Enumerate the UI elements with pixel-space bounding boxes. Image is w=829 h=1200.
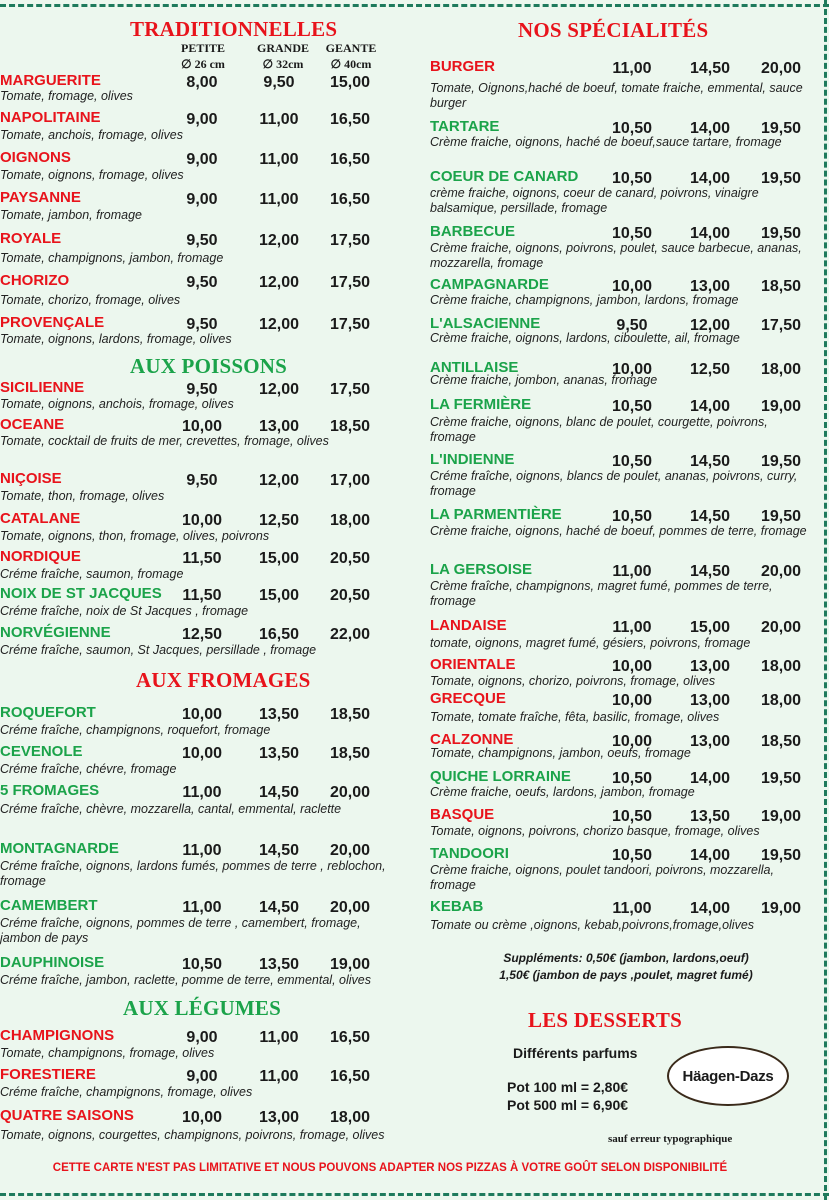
menu-item-name: CEVENOLE: [0, 743, 83, 760]
menu-item-price: 15,00: [689, 619, 731, 636]
menu-item-description: Tomate, jambon, fromage: [0, 208, 142, 222]
menu-item-price: 13,50: [258, 745, 300, 762]
menu-item-description: Créme fraîche, saumon, fromage: [0, 567, 184, 581]
menu-item-name: QUATRE SAISONS: [0, 1107, 134, 1124]
menu-item-description: Crème fraiche, oignons, poulet tandoori, poivrons, mozzarella, fromage: [430, 863, 774, 892]
menu-item-price: 13,00: [689, 278, 731, 295]
size-header-grande: [248, 40, 318, 72]
menu-item-price: 11,50: [182, 550, 222, 567]
menu-item-price: 14,00: [689, 225, 731, 242]
menu-item-name: ROQUEFORT: [0, 704, 96, 721]
menu-item-name: CHAMPIGNONS: [0, 1027, 115, 1044]
size-diameter: ∅ 26 cm: [181, 57, 225, 71]
menu-item-price: 12,00: [258, 316, 300, 333]
menu-item-price: 9,50: [616, 317, 648, 334]
menu-item-description: Tomate, oignons, lardons, fromage, olives: [0, 332, 232, 346]
menu-item-price: 12,00: [258, 381, 300, 398]
menu-item-name: COEUR DE CANARD: [430, 168, 579, 185]
size-diameter: ∅ 40cm: [330, 57, 372, 71]
menu-item-price: 14,00: [689, 120, 731, 137]
menu-item-price: 10,00: [611, 692, 653, 709]
menu-item-price: 18,00: [329, 1109, 371, 1126]
size-name: GEANTE: [325, 41, 377, 55]
menu-item-name: TANDOORI: [430, 845, 509, 862]
menu-item-price: 17,50: [760, 317, 802, 334]
section-title-fromages: AUX FROMAGES: [136, 668, 311, 692]
menu-item-description: Crème fraiche, oignons, lardons, ciboulette, ail, fromage: [430, 331, 740, 345]
menu-item-description: Tomate ou crème ,oignons, kebab,poivrons,fromage,olives: [430, 918, 755, 932]
menu-item-description: Tomate, oignons, thon, fromage, olives, poivrons: [0, 529, 270, 543]
menu-item-price: 14,00: [689, 770, 731, 787]
menu-item-price: 16,50: [329, 151, 371, 168]
menu-item-price: 14,50: [689, 508, 731, 525]
menu-item-name: NORDIQUE: [0, 548, 81, 565]
menu-item-price: 11,00: [612, 563, 652, 580]
menu-item-price: 15,00: [329, 74, 371, 91]
menu-item-description: Tomate, oignons, poivrons, chorizo basque, fromage, olives: [430, 824, 760, 838]
menu-item-name: ANTILLAISE: [430, 359, 519, 376]
menu-item-price: 10,50: [611, 120, 653, 137]
menu-item-price: 19,00: [329, 956, 371, 973]
menu-item-name: PAYSANNE: [0, 189, 81, 206]
size-header-geante: [316, 40, 386, 72]
menu-item-name: LA GERSOISE: [430, 561, 532, 578]
menu-item-price: 16,50: [258, 626, 300, 643]
menu-item-price: 20,50: [329, 587, 371, 604]
menu-item-price: 17,50: [329, 274, 371, 291]
menu-item-price: 18,50: [760, 733, 802, 750]
menu-item-price: 18,00: [760, 361, 802, 378]
menu-item-name: ROYALE: [0, 230, 62, 247]
menu-item-price: 13,00: [689, 733, 731, 750]
menu-item-price: 8,00: [186, 74, 218, 91]
menu-item-price: 11,00: [259, 151, 299, 168]
menu-item-description: Créme fraîche, noix de St Jacques , fromage: [0, 604, 249, 618]
menu-item-name: GRECQUE: [430, 690, 506, 707]
menu-item-price: 10,50: [611, 170, 653, 187]
menu-item-description: Créme fraîche, oignons, pommes de terre , camembert, fromage, jambon de pays: [0, 916, 361, 945]
menu-item-price: 11,00: [259, 1029, 299, 1046]
menu-item-price: 13,00: [689, 658, 731, 675]
section-title-traditionnelles: TRADITIONNELLES: [130, 17, 338, 41]
menu-item-price: 14,50: [258, 784, 300, 801]
menu-item-name: TARTARE: [430, 118, 500, 135]
menu-item-price: 10,50: [181, 956, 223, 973]
menu-item-price: 19,50: [760, 770, 802, 787]
menu-item-price: 16,50: [329, 191, 371, 208]
menu-item-price: 18,00: [329, 512, 371, 529]
menu-item-price: 9,50: [186, 472, 218, 489]
menu-item-price: 11,00: [182, 842, 222, 859]
menu-item-description: Tomate, oignons, chorizo, poivrons, fromage, olives: [430, 674, 716, 688]
menu-item-price: 13,50: [258, 956, 300, 973]
menu-item-description: Tomate, anchois, fromage, olives: [0, 128, 183, 142]
menu-item-price: 11,00: [612, 619, 652, 636]
menu-item-price: 13,50: [258, 706, 300, 723]
menu-item-price: 18,50: [760, 278, 802, 295]
menu-item-price: 9,00: [186, 191, 218, 208]
menu-item-description: Tomate, champignons, fromage, olives: [0, 1046, 215, 1060]
menu-item-price: 19,50: [760, 120, 802, 137]
menu-item-description: Créme fraîche, oignons, blancs de poulet, ananas, poivrons, curry, fromage: [430, 469, 798, 498]
menu-item-price: 11,00: [259, 111, 299, 128]
menu-item-price: 10,50: [611, 398, 653, 415]
menu-item-price: 18,50: [329, 418, 371, 435]
menu-item-price: 12,00: [258, 232, 300, 249]
menu-item-price: 20,50: [329, 550, 371, 567]
dessert-flavors: Différents parfums: [513, 1045, 638, 1061]
menu-item-price: 18,50: [329, 745, 371, 762]
menu-item-price: 17,50: [329, 316, 371, 333]
menu-item-name: CHORIZO: [0, 272, 70, 289]
menu-item-price: 19,50: [760, 508, 802, 525]
menu-item-price: 14,00: [689, 398, 731, 415]
menu-item-price: 10,00: [611, 278, 653, 295]
menu-item-price: 12,50: [258, 512, 300, 529]
menu-item-price: 12,00: [258, 274, 300, 291]
menu-item-name: LA PARMENTIÈRE: [430, 506, 562, 523]
menu-item-description: Tomate, Oignons,haché de boeuf, tomate fraiche, emmental, sauce burger: [430, 81, 803, 110]
right-dashed-border: [824, 0, 827, 1200]
menu-item-price: 22,00: [329, 626, 371, 643]
supplements-line-1: Suppléments: 0,50€ (jambon, lardons,oeuf): [503, 951, 749, 965]
menu-item-price: 9,50: [186, 274, 218, 291]
menu-item-price: 12,50: [181, 626, 223, 643]
menu-item-description: Créme fraîche, champignons, roquefort, fromage: [0, 723, 271, 737]
menu-item-price: 9,50: [186, 381, 218, 398]
menu-item-description: Créme fraîche, champignons, fromage, olives: [0, 1085, 253, 1099]
menu-item-price: 20,00: [329, 899, 371, 916]
menu-item-name: NOIX DE ST JACQUES: [0, 585, 162, 602]
menu-item-description: Créme fraîche, chèvre, mozzarella, cantal, emmental, raclette: [0, 802, 342, 816]
size-name: PETITE: [180, 41, 225, 55]
menu-item-name: BURGER: [430, 58, 496, 75]
menu-item-price: 14,00: [689, 170, 731, 187]
menu-item-description: Créme fraîche, oignons, lardons fumés, pommes de terre , reblochon, fromage: [0, 859, 386, 888]
menu-item-description: Crème fraiche, champignons, jambon, lardons, fromage: [430, 293, 739, 307]
menu-item-price: 17,50: [329, 381, 371, 398]
menu-item-name: ORIENTALE: [430, 656, 516, 673]
menu-item-price: 14,00: [689, 847, 731, 864]
menu-item-price: 14,50: [689, 453, 731, 470]
menu-item-price: 10,50: [611, 847, 653, 864]
menu-item-name: SICILIENNE: [0, 379, 85, 396]
menu-item-price: 14,50: [689, 60, 731, 77]
menu-item-price: 10,50: [611, 225, 653, 242]
menu-item-price: 16,50: [329, 1068, 371, 1085]
menu-item-price: 17,00: [329, 472, 371, 489]
menu-item-description: Crème fraiche, oeufs, lardons, jambon, fromage: [430, 785, 695, 799]
menu-item-description: tomate, oignons, magret fumé, gésiers, poivrons, fromage: [430, 636, 751, 650]
menu-item-name: OIGNONS: [0, 149, 71, 166]
menu-item-price: 9,00: [186, 111, 218, 128]
menu-item-price: 14,50: [258, 899, 300, 916]
menu-item-price: 11,50: [182, 587, 222, 604]
menu-item-name: PROVENÇALE: [0, 314, 105, 331]
menu-item-price: 19,00: [760, 808, 802, 825]
menu-item-description: Crème fraîche, champignons, magret fumé, pommes de terre, fromage: [430, 579, 773, 608]
section-title-legumes: AUX LÉGUMES: [123, 996, 281, 1020]
menu-item-price: 11,00: [259, 1068, 299, 1085]
menu-item-description: Crème fraiche, oignons, poivrons, poulet, sauce barbecue, ananas, mozzarella, fromage: [430, 241, 802, 270]
menu-item-name: QUICHE LORRAINE: [430, 768, 571, 785]
size-header-petite: [168, 40, 238, 72]
menu-item-price: 10,50: [611, 808, 653, 825]
menu-item-price: 20,00: [329, 842, 371, 859]
menu-item-name: NAPOLITAINE: [0, 109, 101, 126]
menu-item-name: OCEANE: [0, 416, 65, 433]
menu-item-price: 10,50: [611, 508, 653, 525]
size-diameter: ∅ 32cm: [262, 57, 304, 71]
menu-item-price: 11,00: [259, 191, 299, 208]
menu-item-price: 12,00: [689, 317, 731, 334]
menu-item-name: BASQUE: [430, 806, 495, 823]
menu-item-description: Tomate, tomate fraîche, fêta, basilic, fromage, olives: [430, 710, 720, 724]
menu-item-price: 17,50: [329, 232, 371, 249]
menu-item-price: 10,00: [181, 418, 223, 435]
menu-item-name: KEBAB: [430, 898, 484, 915]
menu-item-price: 9,00: [186, 151, 218, 168]
menu-item-price: 13,00: [258, 418, 300, 435]
footer-notice: CETTE CARTE N'EST PAS LIMITATIVE ET NOUS POUVONS ADAPTER NOS PIZZAS À VOTRE GOÛT SELON DISPONIBILITÉ: [52, 1162, 728, 1174]
menu-item-description: crème fraiche, oignons, coeur de canard, poivrons, vinaigre balsamique, persillade, fromage: [430, 186, 759, 215]
menu-item-price: 9,50: [186, 232, 218, 249]
section-title-poissons: AUX POISSONS: [130, 354, 288, 378]
supplements-line-2: 1,50€ (jambon de pays ,poulet, magret fumé): [499, 968, 753, 982]
menu-item-description: Tomate, fromage, olives: [0, 89, 133, 103]
menu-item-price: 10,00: [181, 745, 223, 762]
menu-item-price: 16,50: [329, 1029, 371, 1046]
menu-item-name: MONTAGNARDE: [0, 840, 119, 857]
menu-item-price: 9,50: [186, 316, 218, 333]
dessert-pot-500: Pot 500 ml = 6,90€: [507, 1097, 629, 1113]
menu-item-price: 10,50: [611, 770, 653, 787]
section-title-desserts: LES DESSERTS: [528, 1008, 682, 1032]
menu-item-name: NORVÉGIENNE: [0, 624, 111, 641]
logo-wordmark: Häagen-Dazs: [682, 1067, 774, 1085]
menu-item-description: Tomate, champignons, jambon, fromage: [0, 251, 224, 265]
menu-item-price: 20,00: [329, 784, 371, 801]
menu-item-description: Crème fraiche, oignons, blanc de poulet, courgette, poivrons, fromage: [430, 415, 768, 444]
menu-item-price: 19,50: [760, 847, 802, 864]
menu-item-description: Tomate, oignons, fromage, olives: [0, 168, 184, 182]
menu-item-description: Créme fraîche, chévre, fromage: [0, 762, 177, 776]
menu-item-price: 18,50: [329, 706, 371, 723]
menu-item-description: Créme fraîche, jambon, raclette, pomme de terre, emmental, olives: [0, 973, 371, 987]
menu-item-description: Crème fraiche, jombon, ananas, fromage: [430, 373, 658, 387]
menu-item-price: 18,00: [760, 692, 802, 709]
menu-item-name: BARBECUE: [430, 223, 516, 240]
menu-item-name: DAUPHINOISE: [0, 954, 105, 971]
menu-item-price: 19,50: [760, 453, 802, 470]
menu-item-description: Tomate, oignons, courgettes, champignons, poivrons, fromage, olives: [0, 1128, 385, 1142]
menu-item-name: LANDAISE: [430, 617, 507, 634]
disclaimer-text: sauf erreur typographique: [608, 1133, 733, 1145]
menu-item-description: Tomate, oignons, anchois, fromage, olives: [0, 397, 234, 411]
menu-item-price: 20,00: [760, 60, 802, 77]
menu-item-price: 11,00: [182, 899, 222, 916]
section-title-specialites: NOS SPÉCIALITÉS: [518, 18, 709, 42]
top-dashed-border: [0, 4, 829, 7]
menu-item-price: 11,00: [612, 60, 652, 77]
menu-item-price: 19,00: [760, 398, 802, 415]
menu-item-name: MARGUERITE: [0, 72, 101, 89]
menu-item-name: CAMPAGNARDE: [430, 276, 549, 293]
menu-item-price: 15,00: [258, 550, 300, 567]
menu-item-price: 19,50: [760, 225, 802, 242]
menu-item-name: 5 FROMAGES: [0, 782, 100, 799]
menu-item-price: 10,00: [181, 706, 223, 723]
menu-item-description: Crème fraiche, oignons, haché de boeuf,sauce tartare, fromage: [430, 135, 782, 149]
menu-item-price: 10,00: [611, 733, 653, 750]
menu-item-name: L'INDIENNE: [430, 451, 515, 468]
menu-item-price: 13,00: [258, 1109, 300, 1126]
menu-item-description: Crème fraiche, oignons, haché de boeuf, pommes de terre, fromage: [430, 524, 807, 538]
menu-item-name: L'ALSACIENNE: [430, 315, 541, 332]
menu-item-price: 20,00: [760, 619, 802, 636]
menu-item-description: Créme fraîche, saumon, St Jacques, persillade , fromage: [0, 643, 317, 657]
menu-item-price: 14,50: [258, 842, 300, 859]
menu-item-price: 19,50: [760, 170, 802, 187]
menu-item-price: 9,00: [186, 1068, 218, 1085]
menu-item-price: 13,00: [689, 692, 731, 709]
menu-item-price: 12,50: [689, 361, 731, 378]
menu-item-price: 9,00: [186, 1029, 218, 1046]
menu-item-description: Tomate, chorizo, fromage, olives: [0, 293, 181, 307]
menu-item-name: CALZONNE: [430, 731, 514, 748]
menu-item-description: Tomate, cocktail de fruits de mer, crevettes, fromage, olives: [0, 434, 329, 448]
menu-item-price: 10,00: [181, 1109, 223, 1126]
menu-item-price: 10,00: [611, 658, 653, 675]
menu-item-name: CATALANE: [0, 510, 81, 527]
menu-item-price: 18,00: [760, 658, 802, 675]
menu-item-price: 14,50: [689, 563, 731, 580]
menu-item-description: Tomate, thon, fromage, olives: [0, 489, 165, 503]
menu-item-price: 12,00: [258, 472, 300, 489]
menu-item-name: CAMEMBERT: [0, 897, 98, 914]
size-name: GRANDE: [256, 41, 309, 55]
menu-item-price: 14,00: [689, 900, 731, 917]
menu-item-price: 11,00: [612, 900, 652, 917]
menu-item-price: 13,50: [689, 808, 731, 825]
menu-item-price: 10,50: [611, 453, 653, 470]
menu-item-price: 15,00: [258, 587, 300, 604]
menu-item-price: 16,50: [329, 111, 371, 128]
menu-item-price: 19,00: [760, 900, 802, 917]
menu-item-price: 10,00: [611, 361, 653, 378]
menu-item-price: 10,00: [181, 512, 223, 529]
bottom-dashed-border: [0, 1193, 829, 1196]
haagen-dazs-logo: [667, 1046, 789, 1106]
menu-item-name: NIÇOISE: [0, 470, 62, 487]
menu-item-name: FORESTIERE: [0, 1066, 96, 1083]
menu-item-name: LA FERMIÈRE: [430, 396, 532, 413]
menu-item-price: 20,00: [760, 563, 802, 580]
menu-item-price: 11,00: [182, 784, 222, 801]
menu-item-description: Tomate, champignons, jambon, oeufs, fromage: [430, 746, 691, 760]
dessert-pot-100: Pot 100 ml = 2,80€: [507, 1079, 629, 1095]
menu-item-price: 9,50: [263, 74, 295, 91]
